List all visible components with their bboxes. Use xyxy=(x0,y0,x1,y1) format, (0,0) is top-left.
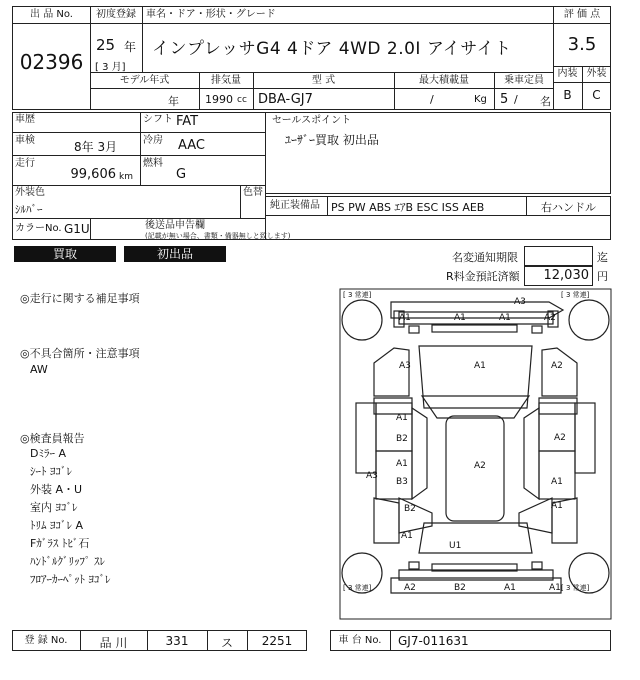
model-year-label: モデル年式 xyxy=(119,75,170,86)
inspector-line: ﾊﾝﾄﾞﾙｸﾞﾘｯﾌﾟ ｽﾚ xyxy=(30,555,105,568)
damage-mark: A1 xyxy=(396,413,408,423)
damage-mark: A3 xyxy=(366,471,378,481)
damage-mark: A2 xyxy=(554,433,566,443)
doc-note: (記載が無い場合、書類・備器無しと致します) xyxy=(145,232,291,240)
lot-label: 出 品 No. xyxy=(30,9,73,20)
damage-mark: B2 xyxy=(404,504,416,514)
damage-mark: A1 xyxy=(551,477,563,487)
damage-mark: A1 xyxy=(401,531,413,541)
reg-year: 25 xyxy=(96,36,116,54)
defect: AW xyxy=(30,363,48,376)
equipment-label: 純正装備品 xyxy=(270,200,320,211)
damage-mark: A1 xyxy=(399,313,411,323)
damage-mark: A2 xyxy=(474,461,486,471)
recycle-unit: 円 xyxy=(597,270,608,283)
corner-label: [ 3 常連] xyxy=(561,291,590,299)
inspector-line: Fｶﾞﾗｽ ﾄﾋﾞ石 xyxy=(30,537,90,550)
ac: AAC xyxy=(178,138,205,153)
steering: 右ハンドル xyxy=(541,201,596,214)
exterior-grade: C xyxy=(592,88,601,102)
ac-label: 冷房 xyxy=(143,135,163,146)
corner-label: [ 3 常連] xyxy=(343,584,372,592)
plate-class: 331 xyxy=(165,634,189,648)
mileage-unit: km xyxy=(119,172,133,182)
sales-point: ﾕｰｻﾞｰ買取 初出品 xyxy=(285,133,379,147)
color-change-label: 色替 xyxy=(243,187,263,198)
corner-label: [ 3 常連] xyxy=(343,291,372,299)
damage-mark: U1 xyxy=(449,541,462,551)
ext-color-label: 外装色 xyxy=(15,187,45,198)
damage-mark: A1 xyxy=(396,459,408,469)
damage-mark: A1 xyxy=(499,313,511,323)
first-reg-label: 初度登録 xyxy=(96,9,136,20)
equipment: PS PW ABS ｴｱB ESC ISS AEB xyxy=(331,201,485,214)
capacity-unit: 名 xyxy=(540,95,551,108)
lot-number: 02396 xyxy=(19,50,84,74)
damage-mark: A2 xyxy=(544,313,556,323)
damage-mark: A1 xyxy=(454,313,466,323)
sales-point-label: セールスポイント xyxy=(272,115,352,126)
history-label: 車歴 xyxy=(15,114,35,125)
fuel: G xyxy=(176,167,187,182)
name-label: 車名・ドア・形状・グレード xyxy=(146,9,276,20)
capacity: 5 xyxy=(500,92,509,107)
name-change-box xyxy=(524,246,593,266)
color-no: G1U xyxy=(64,222,90,236)
damage-mark: B2 xyxy=(396,434,408,444)
inspector-line: 室内 ﾖｺﾞﾚ xyxy=(30,501,78,514)
damage-mark: A3 xyxy=(514,297,526,307)
damage-mark: A2 xyxy=(404,583,416,593)
inspector-line: 外装 A・U xyxy=(30,483,83,496)
model-year-unit: 年 xyxy=(168,95,179,108)
displacement-label: 排気量 xyxy=(211,75,241,86)
type-label: 型 式 xyxy=(311,75,336,86)
damage-mark: A1 xyxy=(549,583,561,593)
damage-diagram xyxy=(339,288,612,620)
damage-mark: A3 xyxy=(399,361,411,371)
kaitori-badge: 買取 xyxy=(14,246,116,262)
driving-title: ◎走行に関する補足事項 xyxy=(20,292,140,305)
plate-label: 登 録 No. xyxy=(24,635,68,646)
displacement-unit: cc xyxy=(237,95,247,105)
inspection: 8年 3月 xyxy=(74,140,118,154)
damage-mark: A2 xyxy=(551,361,563,371)
plate-region: 品 川 xyxy=(99,636,128,650)
corner-label: [ 3 常連] xyxy=(561,584,590,592)
mileage: 99,606 xyxy=(70,167,116,182)
color-no-label: カラーNo. xyxy=(15,223,62,234)
load-sep: / xyxy=(430,93,434,106)
score: 3.5 xyxy=(567,34,597,55)
damage-mark: A1 xyxy=(551,501,563,511)
capacity-label: 乗車定員 xyxy=(504,75,544,86)
capacity-sep: / xyxy=(514,93,518,106)
score-label: 評 価 点 xyxy=(563,9,601,20)
reg-month: [ 3 月] xyxy=(95,62,126,73)
interior-grade: B xyxy=(563,88,572,102)
interior-label: 内装 xyxy=(557,68,578,79)
displacement: 1990 xyxy=(205,93,233,106)
plate-kana: ス xyxy=(220,636,233,650)
type: DBA-GJ7 xyxy=(258,92,313,107)
load-unit: Kg xyxy=(474,94,487,105)
damage-mark: A1 xyxy=(504,583,516,593)
shift-label: シフト xyxy=(143,114,173,125)
reg-year-unit: 年 xyxy=(124,40,137,54)
exterior-label: 外装 xyxy=(586,68,607,79)
inspection-label: 車検 xyxy=(15,135,35,146)
damage-mark: A1 xyxy=(474,361,486,371)
inspector-line: Dﾐﾗｰ A xyxy=(30,447,66,460)
first-listing-badge: 初出品 xyxy=(124,246,226,262)
recycle-label: R料金預託済額 xyxy=(446,270,520,283)
load-label: 最大積載量 xyxy=(419,75,469,86)
name-change-unit: 迄 xyxy=(597,251,608,264)
mileage-label: 走行 xyxy=(15,158,35,169)
inspector-line: ﾄﾘﾑ ﾖｺﾞﾚ A xyxy=(30,519,84,532)
chassis: GJ7-011631 xyxy=(398,634,469,648)
fuel-label: 燃料 xyxy=(143,158,163,169)
doc-label: 後送品申告欄 xyxy=(145,220,205,231)
plate-number: 2251 xyxy=(261,634,293,648)
inspector-line: ｼｰﾄ ﾖｺﾞﾚ xyxy=(30,465,72,478)
recycle: 12,030 xyxy=(543,268,589,283)
defect-title: ◎不具合箇所・注意事項 xyxy=(20,347,140,360)
car-name: インプレッサG4 4ドア 4WD 2.0I アイサイト xyxy=(152,39,512,59)
name-change-label: 名変通知期限 xyxy=(452,251,518,264)
shift: FAT xyxy=(176,114,199,129)
chassis-label: 車 台 No. xyxy=(338,635,382,646)
inspector-title: ◎検査員報告 xyxy=(20,432,85,445)
damage-mark: B3 xyxy=(396,477,408,487)
ext-color: ｼﾙﾊﾞｰ xyxy=(15,203,43,216)
inspector-line: ﾌﾛｱｰｶｰﾍﾟｯﾄ ﾖｺﾞﾚ xyxy=(30,573,111,586)
damage-mark: B2 xyxy=(454,583,466,593)
